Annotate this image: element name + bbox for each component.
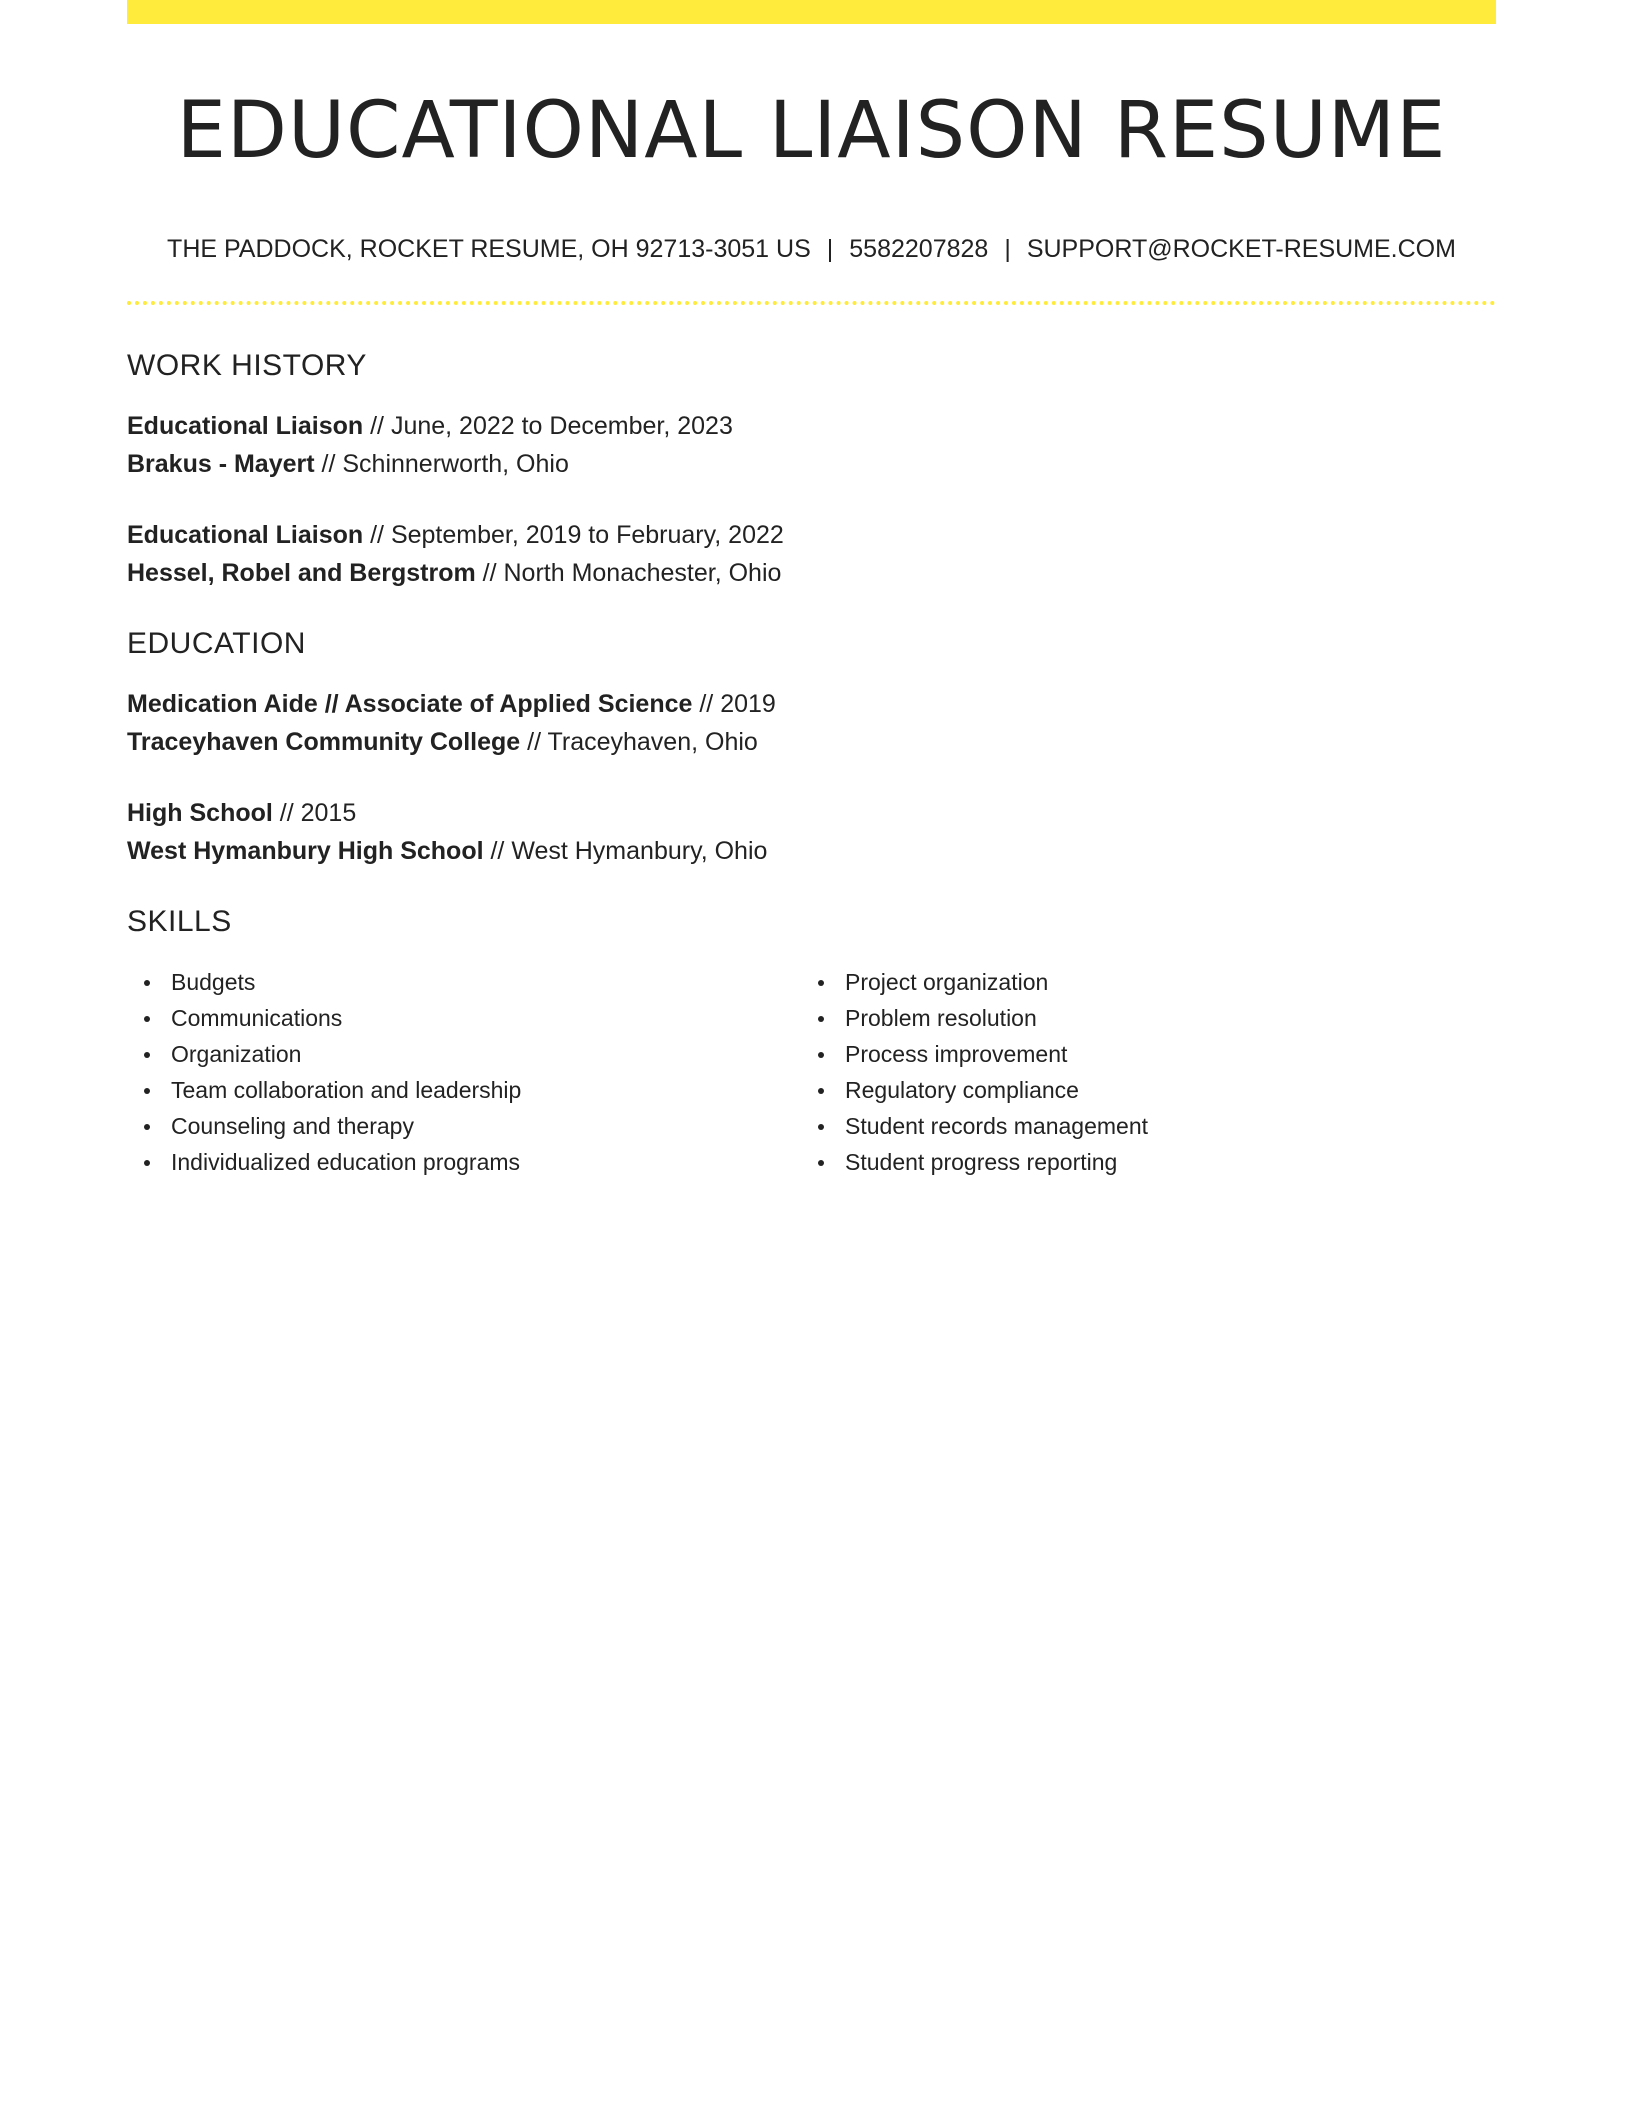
skill-item: Counseling and therapy	[171, 1108, 801, 1144]
skill-item: Project organization	[845, 964, 1475, 1000]
work-entry-employer-line	[127, 554, 1496, 592]
graduation-year: // 2019	[692, 690, 776, 718]
work-history-list	[127, 407, 1496, 592]
skills-list-left	[127, 964, 801, 1180]
education-degree-line	[127, 685, 1496, 723]
school-location: // West Hymanbury, Ohio	[483, 837, 768, 865]
job-title: Educational Liaison	[127, 412, 364, 440]
work-entry-role-line	[127, 516, 1496, 554]
job-dates: // September, 2019 to February, 2022	[363, 521, 784, 549]
skill-item: Communications	[171, 1000, 801, 1036]
contact-phone[interactable]: 5582207828	[849, 235, 989, 263]
school-name: Traceyhaven Community College	[127, 728, 521, 756]
top-accent-bar	[127, 0, 1496, 24]
skill-item: Student progress reporting	[845, 1144, 1475, 1180]
employer-location: // Schinnerworth, Ohio	[314, 450, 569, 478]
job-dates: // June, 2022 to December, 2023	[363, 412, 733, 440]
skills-heading: SKILLS	[127, 905, 232, 938]
school-name: West Hymanbury High School	[127, 837, 484, 865]
work-entry	[127, 407, 1496, 483]
skill-item: Student records management	[845, 1108, 1475, 1144]
education-entry	[127, 794, 1496, 870]
graduation-year: // 2015	[272, 799, 357, 827]
skills-columns	[127, 964, 1496, 1180]
work-history-heading: WORK HISTORY	[127, 349, 367, 382]
degree-name: High School	[127, 799, 273, 827]
skills-list-right	[801, 964, 1475, 1180]
skill-item: Individualized education programs	[171, 1144, 801, 1180]
contact-email[interactable]: SUPPORT@ROCKET-RESUME.COM	[1026, 235, 1456, 263]
education-degree-line	[127, 794, 1496, 832]
contact-separator: |	[1004, 235, 1011, 263]
skill-item: Regulatory compliance	[845, 1072, 1475, 1108]
employer-name: Hessel, Robel and Bergstrom	[127, 559, 476, 587]
skill-item: Problem resolution	[845, 1000, 1475, 1036]
work-entry-employer-line	[127, 445, 1496, 483]
dotted-divider	[127, 301, 1496, 305]
job-title: Educational Liaison	[127, 521, 364, 549]
employer-name: Brakus - Mayert	[127, 450, 315, 478]
education-entry	[127, 685, 1496, 761]
education-heading: EDUCATION	[127, 627, 306, 660]
work-entry-role-line	[127, 407, 1496, 445]
employer-location: // North Monachester, Ohio	[475, 559, 782, 587]
degree-name: Medication Aide // Associate of Applied Science	[127, 690, 693, 718]
education-list	[127, 685, 1496, 870]
contact-address: THE PADDOCK, ROCKET RESUME, OH 92713-3051 US	[167, 235, 811, 263]
education-school-line	[127, 723, 1496, 761]
resume-title: EDUCATIONAL LIAISON RESUME	[176, 86, 1447, 176]
contact-line	[127, 233, 1496, 265]
contact-separator: |	[826, 235, 834, 263]
resume-page	[127, 0, 1496, 1180]
skill-item: Process improvement	[845, 1036, 1475, 1072]
skill-item: Organization	[171, 1036, 801, 1072]
school-location: // Traceyhaven, Ohio	[520, 728, 758, 756]
skill-item: Team collaboration and leadership	[171, 1072, 801, 1108]
work-entry	[127, 516, 1496, 592]
skill-item: Budgets	[171, 964, 801, 1000]
education-school-line	[127, 832, 1496, 870]
